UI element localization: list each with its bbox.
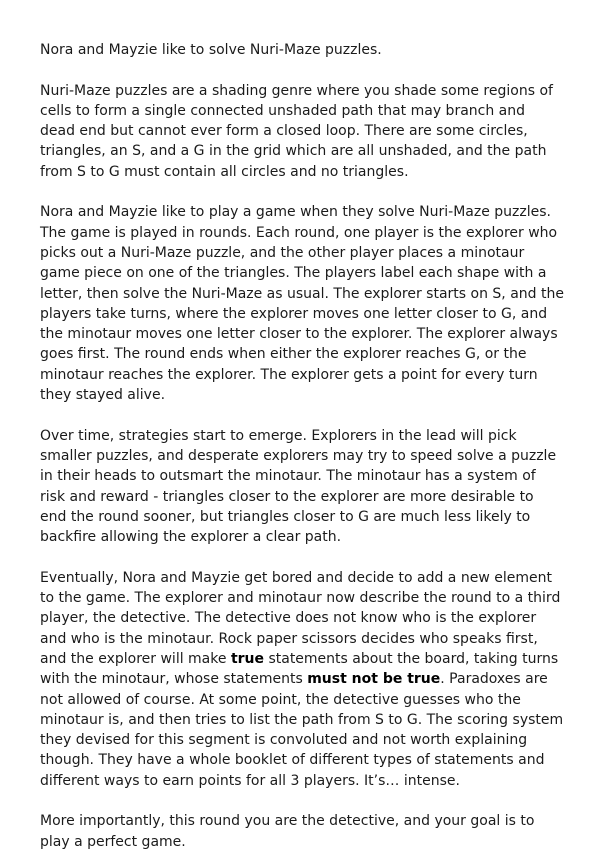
text-segment: statements about the board, taking turns with the minotaur, whose statements	[40, 650, 559, 688]
text-segment: Eventually, Nora and Mayzie get bored and decide to add a new element to the game. The explorer and minotaur now describe the round to a third player, the detective. The detective does not know who is the explorer and who is the minotaur. Rock paper scissors decides who speaks first, and the explorer will make	[40, 569, 561, 667]
paragraph-game-rules: Nora and Mayzie like to play a game when they solve Nuri-Maze puzzles. The game is played in rounds. Each round, one player is the explorer who picks out a Nuri-Maze puzzle, and the other player places a minotaur game piece on one of the triangles. The players label each shape with a letter, then solve the Nuri-Maze as usual. The explorer starts on S, and the players take turns, where the explorer moves one letter closer to G, and the minotaur moves one letter closer to the explorer. The explorer always goes first. The round ends when either the explorer reaches G, or the minotaur reaches the explorer. The explorer gets a point for every turn they stayed alive.	[40, 204, 564, 404]
paragraph-detective-rules	[40, 568, 564, 791]
paragraph-your-role: More importantly, this round you are the detective, and your goal is to play a perfect game.	[40, 813, 535, 850]
bold-must-not-be-true: must not be true	[307, 671, 441, 688]
paragraph-nuri-maze-rules: Nuri-Maze puzzles are a shading genre where you shade some regions of cells to form a single connected unshaded path that may branch and dead end but cannot ever form a closed loop. There are some circles, triangles, an S, and a G in the grid which are all unshaded, and the path from S to G must contain all circles and no triangles.	[40, 82, 553, 180]
text-segment: . Paradoxes are not allowed of course. At some point, the detective guesses who the minotaur is, and then tries to list the path from S to G. The scoring system they devised for this segment is convoluted and not worth explaining though. They have a whole booklet of different types of statements and different ways to earn points for all 3 players. It’s… intense.	[40, 671, 564, 789]
bold-true: true	[230, 650, 264, 667]
paragraph-strategies: Over time, strategies start to emerge. Explorers in the lead will pick smaller puzzles, and desperate explorers may try to speed solve a puzzle in their heads to outsmart the minotaur. The minotaur has a system of risk and reward - triangles closer to the explorer are more desirable to end the round sooner, but triangles closer to G are much less likely to backfire allowing the explorer a clear path.	[40, 427, 557, 546]
paragraph-intro: Nora and Mayzie like to solve Nuri-Maze puzzles.	[40, 42, 382, 58]
